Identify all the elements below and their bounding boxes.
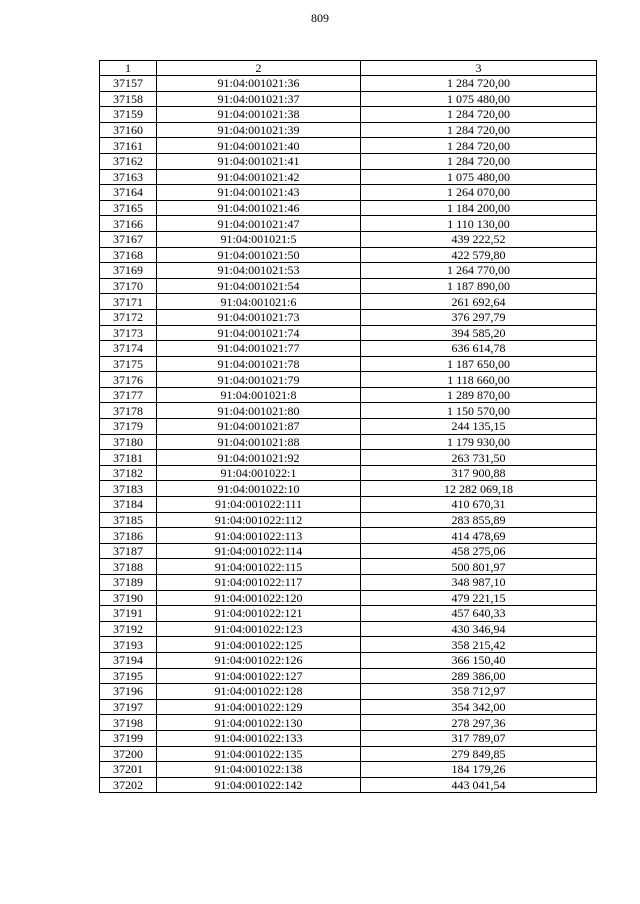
value-cell: 278 297,36 — [361, 715, 597, 731]
row-number-cell: 37185 — [100, 512, 157, 528]
value-cell: 184 179,26 — [361, 762, 597, 778]
cadastral-number-cell: 91:04:001022:120 — [157, 590, 361, 606]
cadastral-number-cell: 91:04:001022:125 — [157, 637, 361, 653]
cadastral-number-cell: 91:04:001021:53 — [157, 263, 361, 279]
register-table — [99, 60, 597, 793]
value-cell: 1 075 480,00 — [361, 91, 597, 107]
cadastral-number-cell: 91:04:001021:36 — [157, 76, 361, 92]
value-cell: 366 150,40 — [361, 652, 597, 668]
table-row — [100, 715, 597, 731]
table-body — [100, 76, 597, 793]
cadastral-number-cell: 91:04:001021:5 — [157, 231, 361, 247]
value-cell: 1 150 570,00 — [361, 403, 597, 419]
table-row — [100, 294, 597, 310]
row-number-cell: 37189 — [100, 575, 157, 591]
row-number-cell: 37184 — [100, 497, 157, 513]
table-row — [100, 559, 597, 575]
row-number-cell: 37159 — [100, 107, 157, 123]
row-number-cell: 37171 — [100, 294, 157, 310]
table-row — [100, 668, 597, 684]
cadastral-number-cell: 91:04:001021:80 — [157, 403, 361, 419]
value-cell: 261 692,64 — [361, 294, 597, 310]
table-row — [100, 247, 597, 263]
cadastral-number-cell: 91:04:001021:77 — [157, 341, 361, 357]
table-row — [100, 372, 597, 388]
row-number-cell: 37162 — [100, 153, 157, 169]
cadastral-number-cell: 91:04:001022:111 — [157, 497, 361, 513]
value-cell: 358 712,97 — [361, 684, 597, 700]
cadastral-number-cell: 91:04:001022:142 — [157, 777, 361, 793]
table-row — [100, 325, 597, 341]
row-number-cell: 37193 — [100, 637, 157, 653]
row-number-cell: 37196 — [100, 684, 157, 700]
row-number-cell: 37166 — [100, 216, 157, 232]
header-cell-1: 1 — [100, 61, 157, 76]
table-row — [100, 76, 597, 92]
row-number-cell: 37199 — [100, 730, 157, 746]
table-row — [100, 91, 597, 107]
row-number-cell: 37160 — [100, 122, 157, 138]
value-cell: 410 670,31 — [361, 497, 597, 513]
row-number-cell: 37178 — [100, 403, 157, 419]
table-row — [100, 231, 597, 247]
value-cell: 1 264 770,00 — [361, 263, 597, 279]
cadastral-number-cell: 91:04:001021:78 — [157, 356, 361, 372]
table-row — [100, 309, 597, 325]
row-number-cell: 37192 — [100, 621, 157, 637]
cadastral-number-cell: 91:04:001021:87 — [157, 419, 361, 435]
cadastral-number-cell: 91:04:001022:115 — [157, 559, 361, 575]
row-number-cell: 37179 — [100, 419, 157, 435]
table-row — [100, 590, 597, 606]
table-row — [100, 434, 597, 450]
row-number-cell: 37170 — [100, 278, 157, 294]
row-number-cell: 37172 — [100, 309, 157, 325]
cadastral-number-cell: 91:04:001022:126 — [157, 652, 361, 668]
table-row — [100, 684, 597, 700]
row-number-cell: 37169 — [100, 263, 157, 279]
value-cell: 244 135,15 — [361, 419, 597, 435]
table-row — [100, 263, 597, 279]
table-row — [100, 637, 597, 653]
value-cell: 1 075 480,00 — [361, 169, 597, 185]
page-number: 809 — [311, 11, 329, 25]
cadastral-number-cell: 91:04:001022:114 — [157, 543, 361, 559]
row-number-cell: 37188 — [100, 559, 157, 575]
row-number-cell: 37181 — [100, 450, 157, 466]
row-number-cell: 37183 — [100, 481, 157, 497]
row-number-cell: 37186 — [100, 528, 157, 544]
table-row — [100, 185, 597, 201]
table-row — [100, 138, 597, 154]
value-cell: 457 640,33 — [361, 606, 597, 622]
table-row — [100, 699, 597, 715]
table-row — [100, 497, 597, 513]
row-number-cell: 37194 — [100, 652, 157, 668]
cadastral-number-cell: 91:04:001021:73 — [157, 309, 361, 325]
cadastral-number-cell: 91:04:001021:42 — [157, 169, 361, 185]
value-cell: 1 289 870,00 — [361, 387, 597, 403]
value-cell: 1 187 890,00 — [361, 278, 597, 294]
table-row — [100, 403, 597, 419]
table-row — [100, 512, 597, 528]
row-number-cell: 37163 — [100, 169, 157, 185]
row-number-cell: 37187 — [100, 543, 157, 559]
table-row — [100, 543, 597, 559]
row-number-cell: 37197 — [100, 699, 157, 715]
row-number-cell: 37176 — [100, 372, 157, 388]
value-cell: 317 900,88 — [361, 465, 597, 481]
table-row — [100, 387, 597, 403]
row-number-cell: 37180 — [100, 434, 157, 450]
table-row — [100, 730, 597, 746]
table-row — [100, 107, 597, 123]
row-number-cell: 37165 — [100, 200, 157, 216]
row-number-cell: 37167 — [100, 231, 157, 247]
value-cell: 1 284 720,00 — [361, 107, 597, 123]
table-row — [100, 153, 597, 169]
value-cell: 358 215,42 — [361, 637, 597, 653]
row-number-cell: 37164 — [100, 185, 157, 201]
cadastral-number-cell: 91:04:001022:1 — [157, 465, 361, 481]
value-cell: 12 282 069,18 — [361, 481, 597, 497]
cadastral-number-cell: 91:04:001021:54 — [157, 278, 361, 294]
cadastral-number-cell: 91:04:001022:133 — [157, 730, 361, 746]
cadastral-number-cell: 91:04:001021:46 — [157, 200, 361, 216]
row-number-cell: 37173 — [100, 325, 157, 341]
value-cell: 414 478,69 — [361, 528, 597, 544]
row-number-cell: 37174 — [100, 341, 157, 357]
value-cell: 279 849,85 — [361, 746, 597, 762]
cadastral-number-cell: 91:04:001022:135 — [157, 746, 361, 762]
value-cell: 458 275,06 — [361, 543, 597, 559]
row-number-cell: 37201 — [100, 762, 157, 778]
value-cell: 636 614,78 — [361, 341, 597, 357]
value-cell: 1 284 720,00 — [361, 153, 597, 169]
value-cell: 1 284 720,00 — [361, 138, 597, 154]
cadastral-number-cell: 91:04:001022:123 — [157, 621, 361, 637]
cadastral-number-cell: 91:04:001021:41 — [157, 153, 361, 169]
table-row — [100, 762, 597, 778]
table-row — [100, 341, 597, 357]
cadastral-number-cell: 91:04:001021:74 — [157, 325, 361, 341]
table-row — [100, 419, 597, 435]
value-cell: 439 222,52 — [361, 231, 597, 247]
cadastral-number-cell: 91:04:001022:127 — [157, 668, 361, 684]
value-cell: 354 342,00 — [361, 699, 597, 715]
cadastral-number-cell: 91:04:001021:6 — [157, 294, 361, 310]
cadastral-number-cell: 91:04:001022:113 — [157, 528, 361, 544]
row-number-cell: 37157 — [100, 76, 157, 92]
table-header — [100, 61, 597, 76]
table-row — [100, 356, 597, 372]
cadastral-number-cell: 91:04:001022:121 — [157, 606, 361, 622]
table-row — [100, 200, 597, 216]
table-row — [100, 621, 597, 637]
cadastral-number-cell: 91:04:001022:10 — [157, 481, 361, 497]
value-cell: 1 284 720,00 — [361, 122, 597, 138]
table-row — [100, 450, 597, 466]
table-row — [100, 575, 597, 591]
cadastral-number-cell: 91:04:001021:47 — [157, 216, 361, 232]
table-row — [100, 481, 597, 497]
cadastral-number-cell: 91:04:001022:112 — [157, 512, 361, 528]
value-cell: 1 110 130,00 — [361, 216, 597, 232]
value-cell: 1 179 930,00 — [361, 434, 597, 450]
table-row — [100, 465, 597, 481]
table-row — [100, 278, 597, 294]
table-row — [100, 652, 597, 668]
value-cell: 422 579,80 — [361, 247, 597, 263]
value-cell: 1 187 650,00 — [361, 356, 597, 372]
value-cell: 394 585,20 — [361, 325, 597, 341]
table-row — [100, 216, 597, 232]
value-cell: 1 118 660,00 — [361, 372, 597, 388]
table-row — [100, 606, 597, 622]
value-cell: 430 346,94 — [361, 621, 597, 637]
value-cell: 1 184 200,00 — [361, 200, 597, 216]
cadastral-number-cell: 91:04:001022:130 — [157, 715, 361, 731]
cadastral-number-cell: 91:04:001022:138 — [157, 762, 361, 778]
cadastral-number-cell: 91:04:001021:79 — [157, 372, 361, 388]
value-cell: 1 284 720,00 — [361, 76, 597, 92]
value-cell: 283 855,89 — [361, 512, 597, 528]
row-number-cell: 37191 — [100, 606, 157, 622]
row-number-cell: 37195 — [100, 668, 157, 684]
table-row — [100, 746, 597, 762]
row-number-cell: 37182 — [100, 465, 157, 481]
cadastral-number-cell: 91:04:001021:39 — [157, 122, 361, 138]
header-row — [100, 61, 597, 76]
row-number-cell: 37198 — [100, 715, 157, 731]
value-cell: 1 264 070,00 — [361, 185, 597, 201]
cadastral-number-cell: 91:04:001021:40 — [157, 138, 361, 154]
value-cell: 263 731,50 — [361, 450, 597, 466]
cadastral-number-cell: 91:04:001021:38 — [157, 107, 361, 123]
value-cell: 443 041,54 — [361, 777, 597, 793]
row-number-cell: 37168 — [100, 247, 157, 263]
cadastral-number-cell: 91:04:001022:128 — [157, 684, 361, 700]
table-row — [100, 528, 597, 544]
row-number-cell: 37177 — [100, 387, 157, 403]
header-cell-2: 2 — [157, 61, 361, 76]
row-number-cell: 37202 — [100, 777, 157, 793]
value-cell: 376 297,79 — [361, 309, 597, 325]
cadastral-number-cell: 91:04:001021:50 — [157, 247, 361, 263]
row-number-cell: 37158 — [100, 91, 157, 107]
value-cell: 479 221,15 — [361, 590, 597, 606]
cadastral-number-cell: 91:04:001021:8 — [157, 387, 361, 403]
row-number-cell: 37161 — [100, 138, 157, 154]
cadastral-number-cell: 91:04:001022:117 — [157, 575, 361, 591]
cadastral-number-cell: 91:04:001021:43 — [157, 185, 361, 201]
cadastral-number-cell: 91:04:001021:92 — [157, 450, 361, 466]
header-cell-3: 3 — [361, 61, 597, 76]
table-row — [100, 122, 597, 138]
row-number-cell: 37200 — [100, 746, 157, 762]
value-cell: 348 987,10 — [361, 575, 597, 591]
table-row — [100, 169, 597, 185]
row-number-cell: 37190 — [100, 590, 157, 606]
row-number-cell: 37175 — [100, 356, 157, 372]
cadastral-number-cell: 91:04:001021:88 — [157, 434, 361, 450]
table-row — [100, 777, 597, 793]
cadastral-number-cell: 91:04:001021:37 — [157, 91, 361, 107]
cadastral-number-cell: 91:04:001022:129 — [157, 699, 361, 715]
value-cell: 317 789,07 — [361, 730, 597, 746]
value-cell: 289 386,00 — [361, 668, 597, 684]
value-cell: 500 801,97 — [361, 559, 597, 575]
